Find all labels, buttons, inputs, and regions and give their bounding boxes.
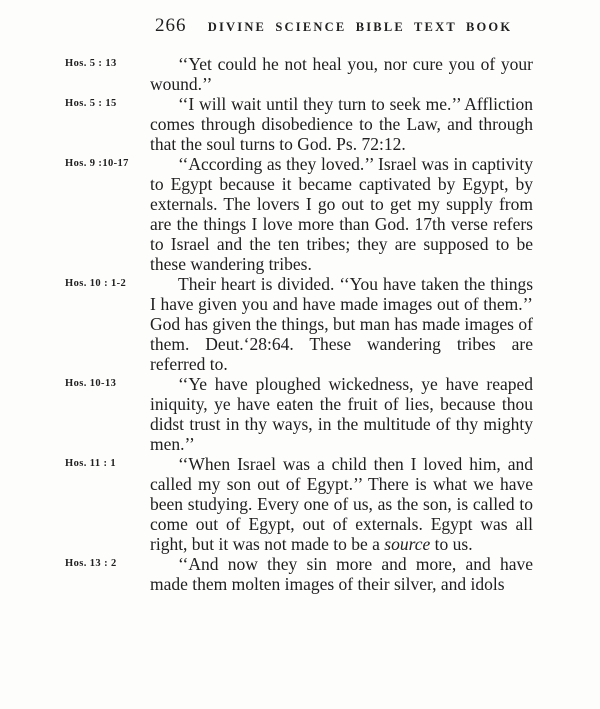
verse-commentary: ‘‘I will wait until they turn to seek me.’’ Affliction comes through disobedience to the Law, and through that the soul turns to God. Ps. 72:12. [150,94,533,154]
verse-ref: Hos. 10-13 [65,378,117,389]
entry-hos-10-1-2 [65,274,533,374]
verse-commentary [150,454,533,554]
page-header [0,15,600,39]
page-body [65,54,533,594]
verse-commentary: ‘‘Yet could he not heal you, nor cure you of your wound.’’ [150,54,533,94]
verse-ref: Hos. 10 : 1-2 [65,278,127,289]
running-head-title: DIVINE SCIENCE BIBLE TEXT BOOK [207,20,513,34]
page-number: 266 [155,15,187,36]
verse-commentary: ‘‘Ye have ploughed wickedness, ye have reaped iniquity, ye have eaten the fruit of lies, because thou didst trust in thy ways, in the multitude of thy mighty men.’’ [150,374,533,454]
entry-hos-5-13 [65,54,533,94]
verse-commentary-text: to us. [430,534,473,554]
verse-commentary-text: ‘‘When Israel was a child then I loved him, and called my son out of Egypt.’’ There is what we have been studying. Every one of us, as the son, is called to come out of Egypt, out of externals. Egypt was all right, but it was not made to be a [150,454,533,554]
verse-ref: Hos. 13 : 2 [65,558,117,569]
verse-commentary: ‘‘According as they loved.’’ Israel was in captivity to Egypt because it became captivated by Egypt, by externals. The lovers I go out to get my supply from are the things I love more than God. 17th verse refers to Israel and the ten tribes; they are supposed to be these wandering tribes. [150,154,533,274]
verse-ref: Hos. 5 : 15 [65,98,117,109]
entry-hos-5-15 [65,94,533,154]
verse-ref: Hos. 11 : 1 [65,458,117,469]
entry-hos-10-13 [65,374,533,454]
italic-word: source [384,534,431,554]
entry-hos-11-1 [65,454,533,554]
verse-ref: Hos. 9 :10-17 [65,158,129,169]
verse-commentary: Their heart is divided. ‘‘You have taken the things I have given you and have made images out of them.’’ God has given the things, but man has made images of them. Deut.‘28:64. These wandering tribes are referred to. [150,274,533,374]
verse-commentary: ‘‘And now they sin more and more, and have made them molten images of their silver, and idols [150,554,533,594]
entry-hos-9-10-17 [65,154,533,274]
entry-hos-13-2 [65,554,533,594]
verse-ref: Hos. 5 : 13 [65,58,117,69]
